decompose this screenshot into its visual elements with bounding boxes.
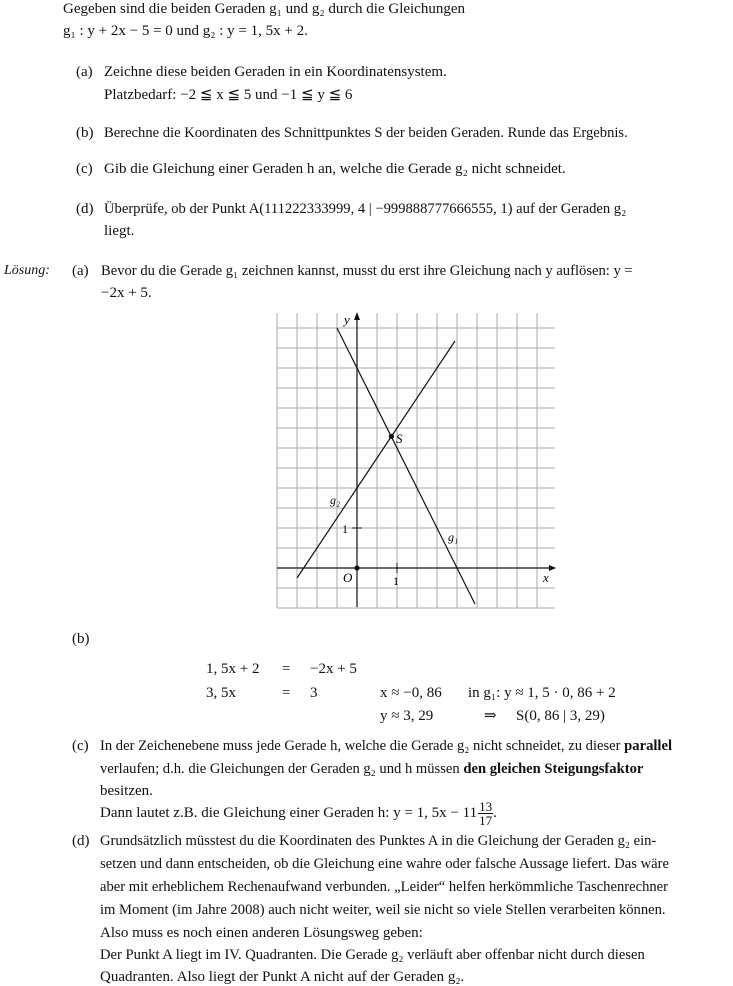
sol-c-label: (c) (72, 738, 89, 754)
y-unit-label: 1 (342, 522, 348, 536)
g2-label: g₂ (330, 493, 341, 507)
b-r2-eq: = (282, 685, 291, 701)
task-c-line-1: Gib die Gleichung einer Geraden h an, welche die Gerade g₂ nicht schneidet. (104, 161, 566, 177)
b-r2-rhs: 3 (310, 685, 318, 701)
grid (277, 313, 555, 608)
c-line-2: verlaufen; d.h. die Gleichungen der Geraden g₂ und h müssen den gleichen Steigungsfaktor (100, 761, 644, 777)
line-g1 (337, 328, 475, 604)
y-axis-label: y (344, 312, 350, 327)
c-line-1: In der Zeichenebene muss jede Gerade h, welche die Gerade g₂ nicht schneidet, zu dieser parallel (100, 738, 673, 754)
c-line-3: besitzen. (100, 783, 153, 799)
d-line-2: setzen und dann entscheiden, ob die Gleichung eine wahre oder falsche Aussage liefert. Das wäre (100, 856, 669, 872)
x-axis-arrow (549, 565, 556, 571)
task-a-line-1: Zeichne diese beiden Geraden in ein Koordinatensystem. (104, 64, 447, 80)
d-line-1: Grundsätzlich müsstest du die Koordinaten des Punktes A in die Gleichung der Geraden g₂ ein- (100, 833, 657, 849)
intro-line-1: Gegeben sind die beiden Geraden g₁ und g₂ durch die Gleichungen (63, 1, 465, 17)
task-c-label: (c) (76, 161, 93, 177)
intro-line-2: g₁ : y + 2x − 5 = 0 und g₂ : y = 1, 5x + 2. (63, 23, 308, 39)
task-a-line-2: Platzbedarf: −2 ≦ x ≦ 5 und −1 ≦ y ≦ 6 (104, 87, 353, 103)
b-r1-lhs: 1, 5x + 2 (206, 661, 260, 677)
line-g2 (297, 341, 455, 578)
sol-a-label: (a) (72, 263, 89, 279)
sol-a-line-2: −2x + 5. (101, 285, 152, 301)
intersection-point-s (389, 434, 394, 439)
g1-label: g₁ (448, 530, 459, 544)
c-line-4: Dann lautet z.B. die Gleichung einer Geraden h: y = 1, 5x − 11 $\frac{13}{17}$ . (100, 799, 497, 829)
fraction: $\frac{13}{17}$ (479, 799, 493, 829)
b-r2-lhs: 3, 5x (206, 685, 236, 701)
b-r2-x: x ≈ −0, 86 (380, 685, 442, 701)
sol-a-line-1: Bevor du die Gerade g₁ zeichnen kannst, musst du erst ihre Gleichung nach y auflösen: y = (101, 263, 633, 279)
b-r1-rhs: −2x + 5 (310, 661, 357, 677)
b-r3-s: S(0, 86 | 3, 29) (516, 708, 605, 724)
d-line-5: Also muss es noch einen anderen Lösungsweg geben: (100, 925, 423, 941)
d-line-3: aber mit erheblichem Rechenaufwand verbunden. „Leider“ helfen herkömmliche Taschenrechner (100, 879, 669, 895)
x-axis-label: x (543, 570, 549, 585)
b-r3-arrow: ⇒ (484, 708, 497, 724)
task-b-line-1: Berechne die Koordinaten des Schnittpunktes S der beiden Geraden. Runde das Ergebnis. (104, 125, 628, 141)
sol-d-label: (d) (72, 833, 90, 849)
y-axis-arrow (354, 312, 360, 320)
sol-b-label: (b) (72, 631, 90, 647)
coordinate-graph (270, 305, 565, 615)
b-r1-eq: = (282, 661, 291, 677)
b-r2-in-g1: in g₁: y ≈ 1, 5 · 0, 86 + 2 (468, 685, 616, 701)
x-unit-label: 1 (393, 574, 399, 588)
task-b-label: (b) (76, 125, 94, 141)
origin-point (354, 565, 359, 570)
solution-label: Lösung: (4, 263, 50, 278)
task-a-label: (a) (76, 64, 93, 80)
d-line-7: Quadranten. Also liegt der Punkt A nicht auf der Geraden g₂. (100, 969, 465, 985)
task-d-line-2: liegt. (104, 223, 135, 239)
task-d-label: (d) (76, 201, 94, 217)
task-d-line-1: Überprüfe, ob der Punkt A(111222333999, 4 | −999888777666555, 1) auf der Geraden g₂ (104, 201, 627, 217)
s-label: S (396, 431, 403, 446)
b-r3-y: y ≈ 3, 29 (380, 708, 434, 724)
origin-label: O (343, 570, 353, 585)
d-line-6: Der Punkt A liegt im IV. Quadranten. Die Gerade g₂ verläuft aber offenbar nicht durch diesen (100, 947, 645, 963)
d-line-4: im Moment (im Jahre 2008) auch nicht weiter, weil sie nicht so viele Stellen verarbeiten können. (100, 902, 666, 918)
